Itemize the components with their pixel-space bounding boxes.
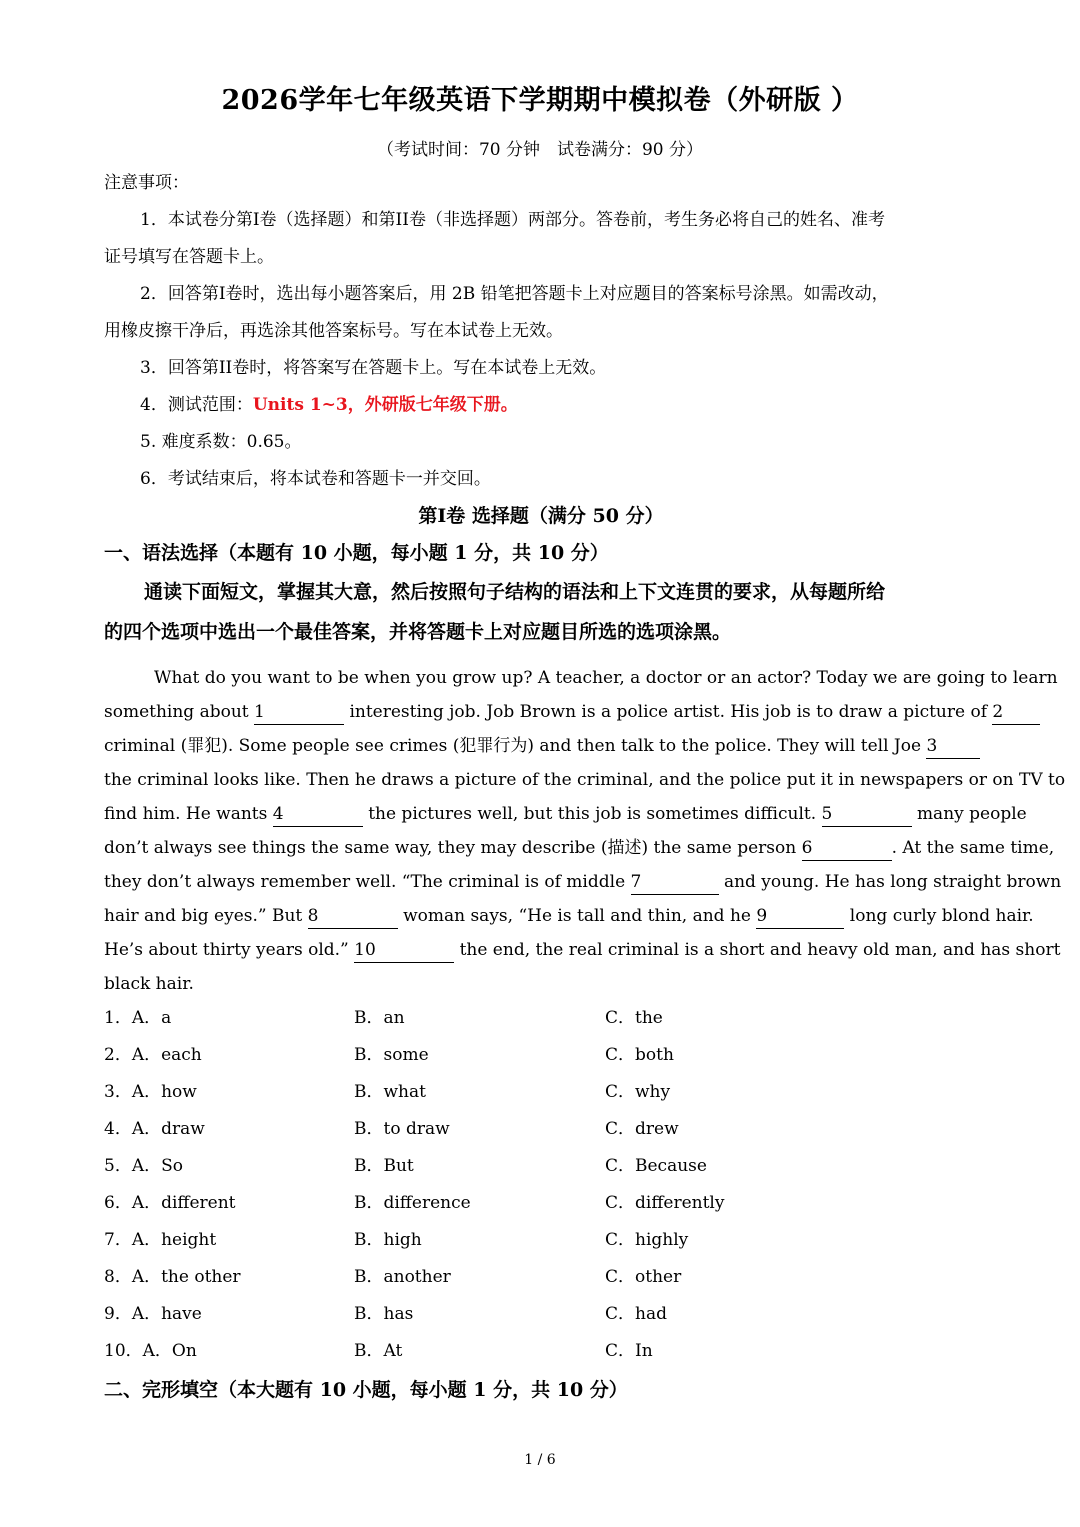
option-b: B．an xyxy=(354,1008,405,1028)
option-c: C．both xyxy=(605,1045,674,1065)
option-b: B．to draw xyxy=(354,1119,450,1139)
part-heading: 第I卷 选择题（满分 50 分） xyxy=(418,505,664,527)
passage-line xyxy=(104,865,1062,899)
option-row xyxy=(104,1037,978,1074)
option-row xyxy=(104,1296,978,1333)
notice-item: 证号填写在答题卡上。 xyxy=(104,247,274,267)
passage-line xyxy=(104,797,1027,831)
notice-item-prefix: 4．测试范围： xyxy=(140,395,253,415)
page-title: 2026学年七年级英语下学期期中模拟卷（外研版 ） xyxy=(221,85,859,116)
option-a: 8．A．the other xyxy=(104,1267,241,1287)
option-a: 6．A．different xyxy=(104,1193,236,1213)
option-c: C．In xyxy=(605,1341,653,1361)
option-a: 5．A．So xyxy=(104,1156,183,1176)
option-a: 9．A．have xyxy=(104,1304,202,1324)
instruction-text: 通读下面短文，掌握其大意，然后按照句子结构的语法和上下文连贯的要求，从每题所给 xyxy=(144,581,886,603)
passage-line xyxy=(104,899,1034,933)
passage-line: What do you want to be when you grow up? A teacher, a doctor or an actor? Today we are going to learn xyxy=(154,668,1058,688)
passage-text: the end, the real criminal is a short and heavy old man, and has short xyxy=(459,940,1061,960)
passage-text: and young. He has long straight brown xyxy=(723,872,1062,892)
option-b: B．some xyxy=(354,1045,429,1065)
notice-item: 用橡皮擦干净后，再选涂其他答案标号。写在本试卷上无效。 xyxy=(104,321,563,341)
option-b: B．difference xyxy=(354,1193,471,1213)
option-a: 10．A．On xyxy=(104,1341,197,1361)
blank-9: 9 xyxy=(756,906,844,929)
instruction-text: 的四个选项中选出一个最佳答案，并将答题卡上对应题目所选的选项涂黑。 xyxy=(104,621,732,643)
page-number: 1 / 6 xyxy=(524,1452,556,1468)
option-row xyxy=(104,1148,978,1185)
blank-6: 6 xyxy=(802,838,892,861)
passage-text: . At the same time, xyxy=(891,838,1055,858)
option-b: B．But xyxy=(354,1156,414,1176)
passage-text: criminal (罪犯). Some people see crimes (犯罪行为) and then talk to the police. They will tell Joe xyxy=(104,736,922,756)
notice-heading: 注意事项： xyxy=(104,173,189,193)
option-c: C．highly xyxy=(605,1230,689,1250)
option-row xyxy=(104,1185,978,1222)
option-row xyxy=(104,1259,978,1296)
option-b: B．what xyxy=(354,1082,426,1102)
test-scope: Units 1~3，外研版七年级下册。 xyxy=(252,395,518,415)
option-c: C．differently xyxy=(605,1193,725,1213)
option-b: B．At xyxy=(354,1341,403,1361)
passage-line xyxy=(104,729,978,763)
passage-line xyxy=(104,831,1055,865)
answer-options xyxy=(104,1000,978,1410)
option-row xyxy=(104,1111,978,1148)
blank-10: 10 xyxy=(354,940,454,963)
option-c: C．had xyxy=(605,1304,667,1324)
notice-item: 6．考试结束后，将本试卷和答题卡一并交回。 xyxy=(140,469,491,489)
blank-7: 7 xyxy=(631,872,719,895)
option-b: B．another xyxy=(354,1267,451,1287)
option-a: 3．A．how xyxy=(104,1082,197,1102)
section-heading: 二、完形填空（本大题有 10 小题，每小题 1 分，共 10 分） xyxy=(104,1379,628,1401)
option-c: C．Because xyxy=(605,1156,707,1176)
option-row xyxy=(104,1333,978,1370)
passage xyxy=(104,661,1066,1001)
option-c: C．the xyxy=(605,1008,663,1028)
passage-text: He’s about thirty years old.” xyxy=(104,940,349,960)
notice-section xyxy=(104,165,978,652)
blank-8: 8 xyxy=(308,906,398,929)
blank-4: 4 xyxy=(273,804,363,827)
option-c: C．other xyxy=(605,1267,682,1287)
passage-text: interesting job. Job Brown is a police artist. His job is to draw a picture of xyxy=(349,702,987,722)
option-c: C．why xyxy=(605,1082,671,1102)
passage-text: long curly blond hair. xyxy=(849,906,1034,926)
option-c: C．drew xyxy=(605,1119,679,1139)
passage-text: woman says, “He is tall and thin, and he xyxy=(403,906,751,926)
option-a: 1．A．a xyxy=(104,1008,172,1028)
notice-item xyxy=(104,387,978,424)
option-a: 7．A．height xyxy=(104,1230,217,1250)
option-row xyxy=(104,1074,978,1111)
option-a: 2．A．each xyxy=(104,1045,202,1065)
option-b: B．has xyxy=(354,1304,414,1324)
passage-text: the pictures well, but this job is sometimes difficult. xyxy=(368,804,817,824)
blank-2: 2 xyxy=(992,702,1040,725)
blank-3: 3 xyxy=(926,736,980,759)
passage-text: many people xyxy=(916,804,1027,824)
passage-line xyxy=(104,695,1004,729)
passage-text: don’t always see things the same way, they may describe (描述) the same person xyxy=(104,838,797,858)
notice-item: 2．回答第I卷时，选出每小题答案后，用 2B 铅笔把答题卡上对应题目的答案标号涂黑。如需改动， xyxy=(140,284,889,304)
passage-text: hair and big eyes.” But xyxy=(104,906,303,926)
notice-item: 1．本试卷分第I卷（选择题）和第II卷（非选择题）两部分。答卷前，考生务必将自己的姓名、准考 xyxy=(140,210,885,230)
passage-text: find him. He wants xyxy=(104,804,268,824)
option-row xyxy=(104,1000,978,1037)
section-heading: 一、语法选择（本题有 10 小题，每小题 1 分，共 10 分） xyxy=(104,542,609,564)
passage-line: black hair. xyxy=(104,974,194,994)
notice-item: 5. 难度系数：0.65。 xyxy=(140,432,302,452)
exam-info: （考试时间：70 分钟 试卷满分：90 分） xyxy=(376,140,704,160)
option-a: 4．A．draw xyxy=(104,1119,205,1139)
notice-item: 3．回答第II卷时，将答案写在答题卡上。写在本试卷上无效。 xyxy=(140,358,607,378)
option-b: B．high xyxy=(354,1230,422,1250)
option-row xyxy=(104,1222,978,1259)
blank-1: 1 xyxy=(254,702,344,725)
blank-5: 5 xyxy=(822,804,912,827)
passage-line: the criminal looks like. Then he draws a picture of the criminal, and the police put it in newspapers or on TV to xyxy=(104,770,1066,790)
passage-line xyxy=(104,933,1061,967)
passage-text: something about xyxy=(104,702,249,722)
passage-text: they don’t always remember well. “The criminal is of middle xyxy=(104,872,626,892)
